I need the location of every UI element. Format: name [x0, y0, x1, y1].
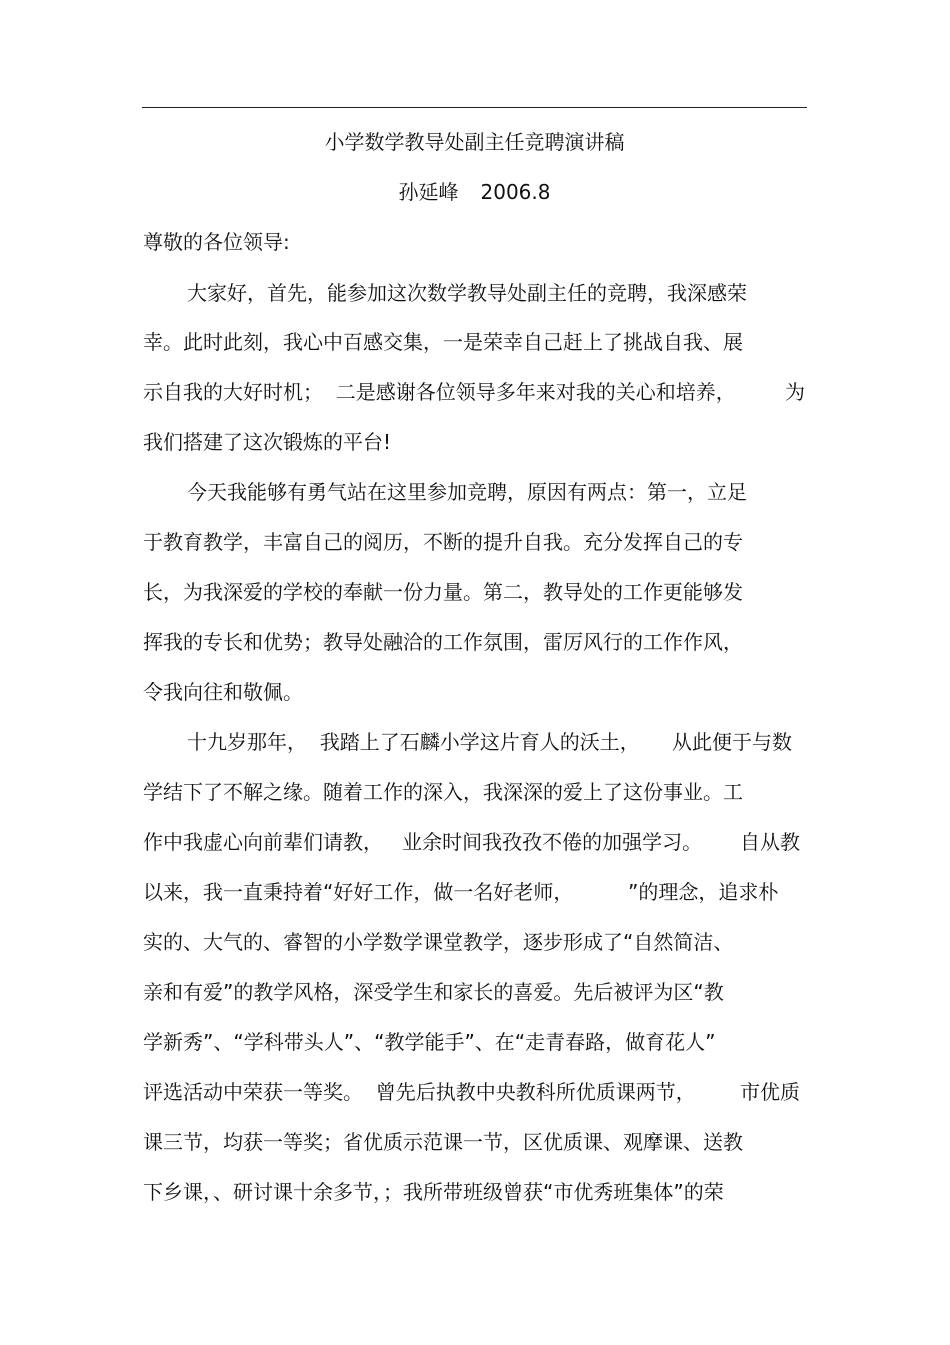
document-date: 2006.8	[480, 180, 551, 204]
header-rule	[142, 107, 807, 108]
body-line: 评选活动中荣获一等奖。 曾先后执教中央教科所优质课两节，	[143, 1080, 696, 1104]
body-line: 令我向往和敬佩。	[143, 680, 303, 704]
body-line: 以来，我一直秉持着“好好工作，做一名好老师，	[143, 880, 574, 904]
body-line-fragment: 自从教	[740, 830, 800, 854]
body-line: 课三节，均获一等奖；省优质示范课一节，区优质课、观摩课、送教	[143, 1130, 743, 1154]
body-line-fragment: 为	[785, 380, 805, 404]
body-line: 学结下了不解之缘。随着工作的深入，我深深的爱上了这份事业。工	[143, 780, 743, 804]
body-line: 亲和有爱”的教学风格，深受学生和家长的喜爱。先后被评为区“教	[143, 980, 724, 1004]
body-line-fragment: 市优质	[740, 1080, 800, 1104]
body-line-fragment: ”的理念，追求朴	[628, 880, 779, 904]
body-line: 今天我能够有勇气站在这里参加竞聘，原因有两点：第一，立足	[187, 480, 747, 504]
body-line: 大家好，首先，能参加这次数学教导处副主任的竞聘，我深感荣	[187, 281, 747, 305]
body-line: 挥我的专长和优势；教导处融洽的工作氛围，雷厉风行的工作作风，	[143, 630, 743, 654]
byline	[142, 177, 807, 207]
author-name: 孙延峰	[398, 180, 459, 204]
body-line: 长，为我深爱的学校的奉献一份力量。第二，教导处的工作更能够发	[143, 580, 743, 604]
body-line-fragment: 从此便于与数	[672, 730, 792, 754]
body-line: 我们搭建了这次锻炼的平台!	[143, 430, 392, 454]
body-line: 作中我虚心向前辈们请教， 业余时间我孜孜不倦的加强学习。	[143, 830, 703, 854]
body-line: 十九岁那年， 我踏上了石麟小学这片育人的沃土，	[187, 730, 640, 754]
body-line: 幸。此时此刻，我心中百感交集，一是荣幸自己赶上了挑战自我、展	[143, 330, 743, 354]
body-line: 示自我的大好时机； 二是感谢各位领导多年来对我的关心和培养，	[143, 380, 736, 404]
salutation: 尊敬的各位领导:	[143, 230, 290, 254]
document-title: 小学数学教导处副主任竞聘演讲稿	[324, 130, 625, 154]
body-line: 学新秀”、“学科带头人”、“教学能手”、在“走青春路，做育花人”	[143, 1030, 716, 1054]
body-line: 下乡课，、研讨课十余多节，；我所带班级曾获“市优秀班集体”的荣	[143, 1180, 724, 1204]
body-line: 实的、大气的、睿智的小学数学课堂教学，逐步形成了“自然简洁、	[143, 930, 734, 954]
body-line: 于教育教学，丰富自己的阅历，不断的提升自我。充分发挥自己的专	[143, 530, 743, 554]
